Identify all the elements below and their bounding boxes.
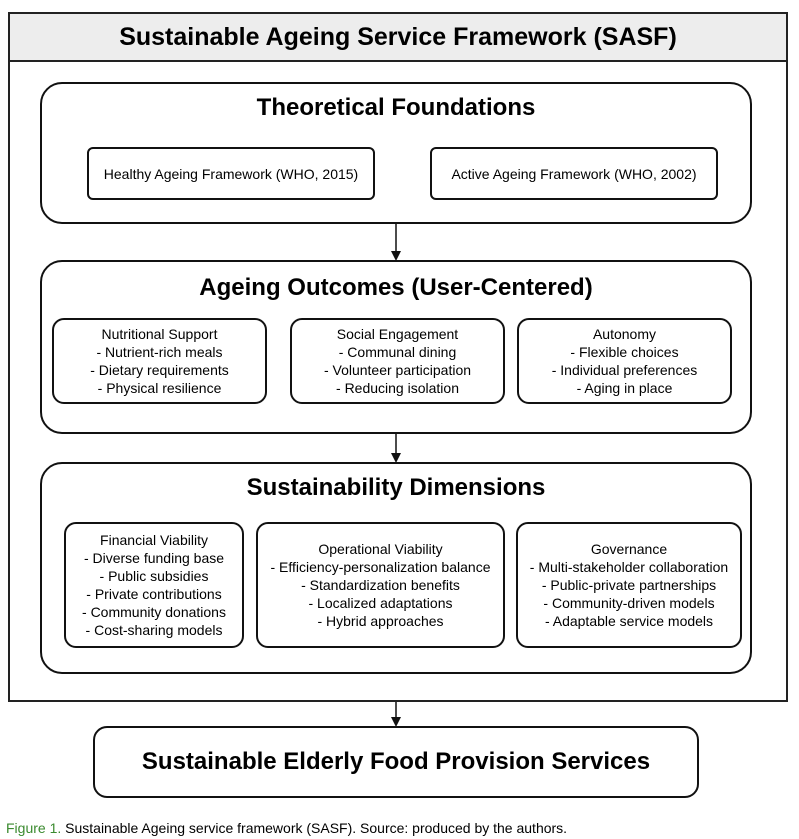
financial-viability-heading: Financial Viability (100, 532, 208, 548)
box-item: - Nutrient-rich meals (96, 344, 223, 360)
framework-title: Sustainable Ageing Service Framework (SASF) (10, 14, 786, 62)
healthy-ageing-box: Healthy Ageing Framework (WHO, 2015) (87, 147, 375, 200)
figure-caption-text: Sustainable Ageing service framework (SASF). Source: produced by the authors. (61, 820, 568, 836)
box-item: - Localized adaptations (308, 595, 453, 611)
box-item: - Community-driven models (543, 595, 715, 611)
theoretical-foundations-title: Theoretical Foundations (256, 94, 536, 121)
box-item: - Reducing isolation (336, 380, 459, 396)
box-item: - Community donations (82, 604, 226, 620)
autonomy-heading: Autonomy (592, 326, 657, 342)
box-item: - Efficiency-personalization balance (270, 559, 491, 575)
box-item: - Individual preferences (551, 362, 698, 378)
box-item: - Diverse funding base (83, 550, 225, 566)
figure-label: Figure 1. (6, 820, 62, 836)
governance-heading: Governance (590, 541, 668, 557)
ageing-outcomes-title: Ageing Outcomes (User-Centered) (199, 274, 593, 301)
box-item: - Cost-sharing models (85, 622, 223, 638)
final-outcome-box: Sustainable Elderly Food Provision Services (93, 726, 699, 798)
box-item: - Dietary requirements (90, 362, 229, 378)
figure-caption (6, 820, 567, 836)
box-item: - Flexible choices (570, 344, 679, 360)
box-item: - Public-private partnerships (541, 577, 717, 593)
box-item: - Hybrid approaches (317, 613, 444, 629)
box-item: - Aging in place (576, 380, 673, 396)
box-item: - Multi-stakeholder collaboration (529, 559, 729, 575)
sustainability-dimensions-title: Sustainability Dimensions (246, 474, 546, 501)
operational-viability-heading: Operational Viability (318, 541, 443, 557)
box-item: - Private contributions (86, 586, 222, 602)
box-item: - Adaptable service models (544, 613, 714, 629)
nutritional-support-heading: Nutritional Support (101, 326, 218, 342)
active-ageing-box: Active Ageing Framework (WHO, 2002) (430, 147, 718, 200)
box-item: - Volunteer participation (323, 362, 472, 378)
box-item: - Communal dining (338, 344, 457, 360)
box-item: - Standardization benefits (301, 577, 460, 593)
social-engagement-heading: Social Engagement (336, 326, 459, 342)
box-item: - Physical resilience (97, 380, 222, 396)
box-item: - Public subsidies (99, 568, 209, 584)
